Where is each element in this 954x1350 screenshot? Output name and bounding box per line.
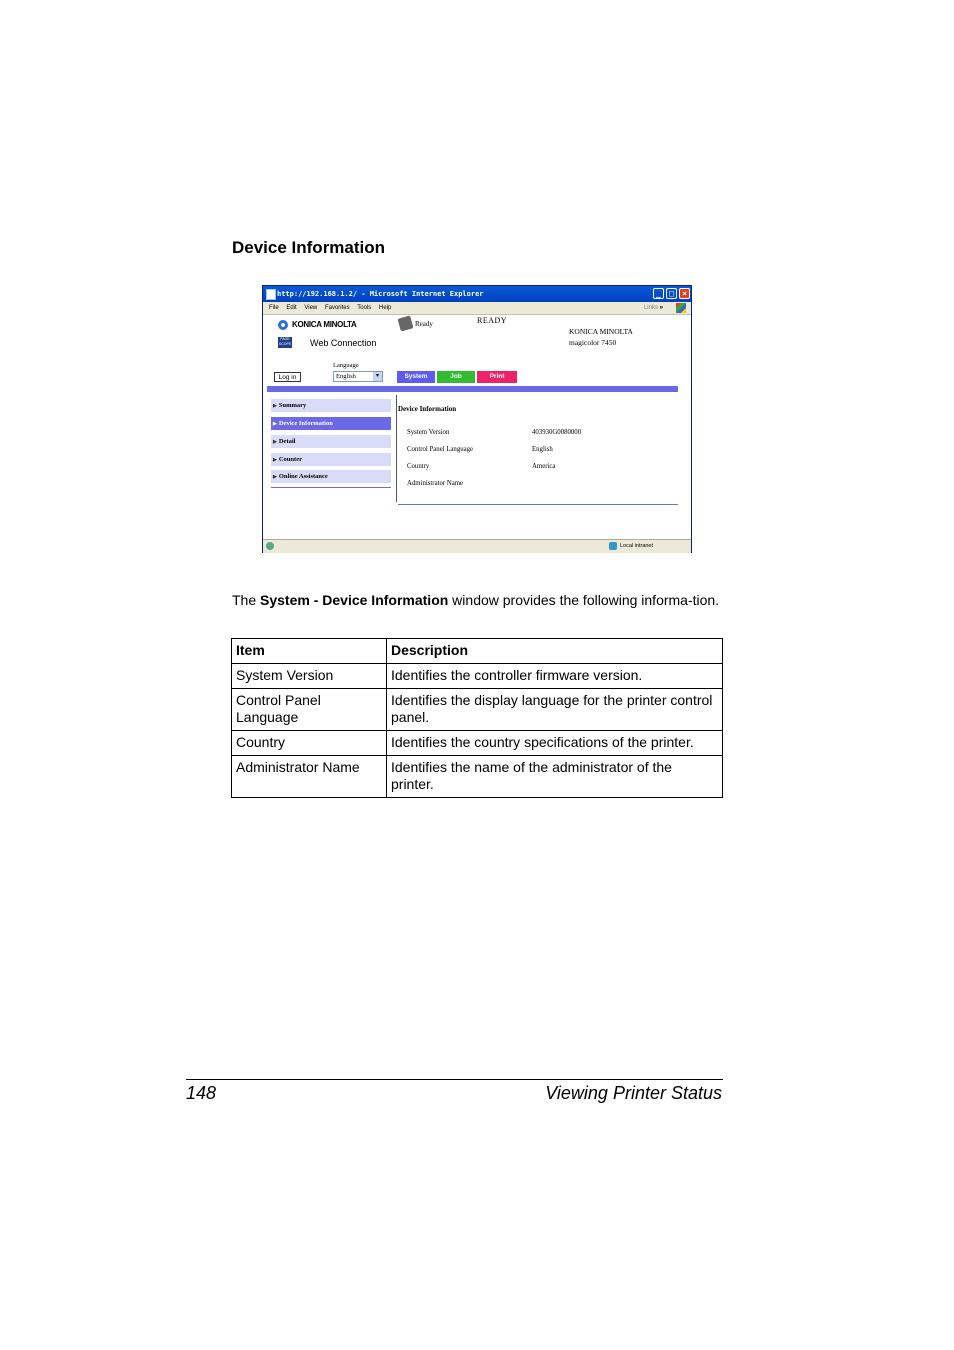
content-bottom-rule [398,504,678,505]
menu-tools[interactable]: Tools [357,305,372,311]
table-cell-item: Administrator Name [232,756,387,798]
printer-maker: KONICA MINOLTA [569,327,633,336]
pagescope-logo-icon: PAGE SCOPE [278,337,292,346]
page-number: 148 [186,1083,217,1103]
nav-item-summary[interactable] [271,399,391,412]
language-select[interactable] [333,371,383,382]
table-cell-description: Identifies the name of the administrator of the printer. [387,756,723,798]
arrow-right-icon: ▶ [273,475,277,480]
arrow-right-icon: ▶ [273,458,277,463]
menu-file[interactable]: File [269,305,279,311]
tab-job[interactable]: Job [437,371,475,383]
table-row [232,731,723,756]
web-page [265,315,689,539]
status-text: Ready [415,320,433,328]
description-table [231,638,723,798]
field-value-country: America [532,463,556,470]
printer-model: magicolor 7450 [569,338,617,347]
field-value-system-version: 403930G0080000 [532,429,582,436]
field-value-control-panel-language: English [532,446,553,453]
content-divider [396,395,397,502]
menu-favorites[interactable]: Favorites [324,305,350,311]
nav-item-device-information[interactable] [271,417,391,430]
links-label: Links [643,305,658,311]
nav-item-label: Detail [278,438,296,445]
browser-status-bar [263,539,691,553]
table-cell-item: System Version [232,664,387,689]
content-title: Device Information [398,405,457,413]
ie-page-icon [266,289,276,300]
table-row [232,689,723,731]
links-button[interactable] [638,302,663,314]
arrow-right-icon: ▶ [273,422,277,427]
section-heading: Device Information [232,238,386,257]
footer-rule [186,1079,723,1080]
field-label-administrator-name: Administrator Name [407,480,464,487]
close-icon[interactable]: × [679,288,690,299]
printer-icon [398,316,414,332]
table-cell-description: Identifies the country specifications of the printer. [387,731,723,756]
brand-name: KONICA MINOLTA [292,320,357,329]
nav-item-detail[interactable] [271,435,391,448]
table-cell-item: Control Panel Language [232,689,387,731]
table-header-description: Description [387,639,723,664]
table-row [232,664,723,689]
table-cell-item: Country [232,731,387,756]
nav-item-online-assistance[interactable] [271,470,391,483]
intro-before: The [232,592,261,608]
maximize-icon[interactable]: □ [666,288,677,299]
tab-print[interactable]: Print [477,371,517,383]
menu-edit[interactable]: Edit [286,305,297,311]
chevron-down-icon[interactable]: ▾ [373,372,382,381]
menu-bar [263,302,691,315]
links-chevron: » [659,305,663,311]
window-title: http://192.168.1.2/ - Microsoft Internet Explorer [277,290,484,298]
field-label-country: Country [407,463,430,470]
menu-view[interactable]: View [304,305,318,311]
field-label-control-panel-language: Control Panel Language [407,446,474,453]
nav-item-label: Device Information [278,420,333,427]
language-value: English [336,373,356,380]
zone-label: Local intranet [620,543,654,549]
browser-screenshot [262,285,692,553]
table-cell-description: Identifies the display language for the printer control panel. [387,689,723,731]
web-connection-label: Web Connection [310,338,377,348]
intro-paragraph [232,592,722,609]
footer-title: Viewing Printer Status [545,1083,722,1103]
zone-icon [609,542,617,550]
nav-item-label: Counter [278,456,302,463]
tab-system[interactable]: System [397,371,435,383]
intro-after: window provides the following informa-tion. [448,592,720,608]
nav-item-label: Summary [278,402,307,409]
language-label: Language [333,362,359,369]
page-done-icon [266,542,274,550]
windows-logo-icon [676,303,686,313]
menu-help[interactable]: Help [378,305,392,311]
arrow-right-icon: ▶ [273,404,277,409]
field-label-system-version: System Version [407,429,450,436]
table-header-row [232,639,723,664]
login-button[interactable]: Log in [274,372,301,382]
window-title-bar [263,286,691,302]
table-header-item: Item [232,639,387,664]
nav-item-label: Online Assistance [278,473,328,480]
intro-bold: System - Device Information [260,592,449,608]
konica-minolta-logo-icon [278,320,288,330]
nav-divider [271,487,391,488]
header-divider-bar [267,386,678,392]
table-cell-description: Identifies the controller firmware version. [387,664,723,689]
table-row [232,756,723,798]
status-display: READY [477,316,508,325]
nav-item-counter[interactable] [271,453,391,466]
arrow-right-icon: ▶ [273,440,277,445]
minimize-icon[interactable]: _ [653,288,664,299]
